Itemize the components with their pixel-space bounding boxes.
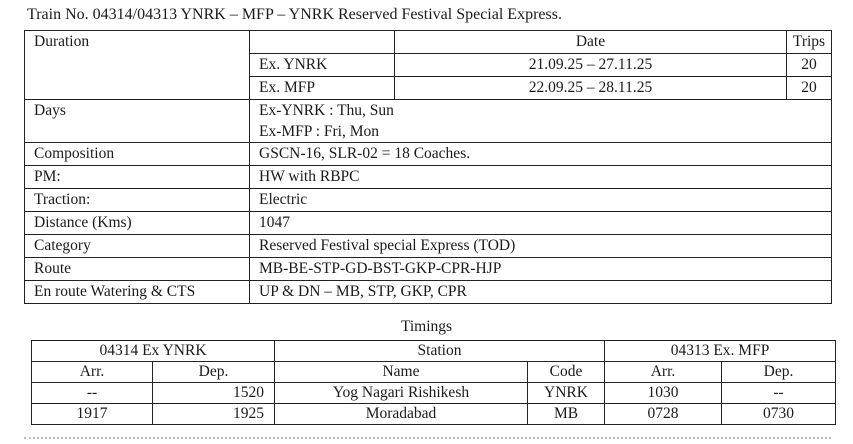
table-row — [32, 383, 836, 404]
info-label: Composition — [25, 143, 250, 166]
leg-date: 21.09.25 – 27.11.25 — [395, 54, 787, 77]
info-value: GSCN-16, SLR-02 = 18 Coaches. — [250, 143, 832, 166]
dep-2: 0730 — [722, 404, 836, 425]
col-dep: Dep. — [153, 362, 275, 383]
info-label: Route — [25, 258, 250, 281]
station-code: MB — [528, 404, 605, 425]
station-name: Moradabad — [275, 404, 528, 425]
days-row — [25, 100, 832, 143]
timings-heading: Timings — [400, 318, 453, 335]
info-row — [25, 281, 832, 304]
days-label: Days — [25, 100, 250, 143]
col-name: Name — [275, 362, 528, 383]
col-arr: Arr. — [32, 362, 153, 383]
col-arr: Arr. — [605, 362, 722, 383]
days-value — [250, 100, 832, 143]
info-row — [25, 258, 832, 281]
station-code: YNRK — [528, 383, 605, 404]
days-line: Ex-YNRK : Thu, Sun — [259, 102, 394, 119]
leg-date: 22.09.25 – 28.11.25 — [395, 77, 787, 100]
duration-label: Duration — [25, 31, 250, 100]
info-row — [25, 166, 832, 189]
info-row — [25, 235, 832, 258]
leg-name: Ex. MFP — [250, 77, 395, 100]
info-value: UP & DN – MB, STP, GKP, CPR — [250, 281, 832, 304]
duration-header-row — [25, 31, 832, 54]
info-value: Electric — [250, 189, 832, 212]
days-line: Ex-MFP : Fri, Mon — [259, 123, 380, 140]
info-row — [25, 143, 832, 166]
col-dep: Dep. — [722, 362, 836, 383]
date-header: Date — [395, 31, 787, 54]
info-label: PM: — [25, 166, 250, 189]
arr-1: 1917 — [32, 404, 153, 425]
dep-2: -- — [722, 383, 836, 404]
leg-trips: 20 — [787, 77, 832, 100]
arr-2: 0728 — [605, 404, 722, 425]
timings-column-row — [32, 362, 836, 383]
station-name: Yog Nagari Rishikesh — [275, 383, 528, 404]
info-value: Reserved Festival special Express (TOD) — [250, 235, 832, 258]
station-header: Station — [275, 341, 605, 362]
info-value: HW with RBPC — [250, 166, 832, 189]
trips-header: Trips — [787, 31, 832, 54]
timings-table — [31, 340, 836, 425]
info-label: En route Watering & CTS — [25, 281, 250, 304]
dep-1: 1520 — [153, 383, 275, 404]
train-info-table — [24, 30, 832, 304]
info-value: MB-BE-STP-GD-BST-GKP-CPR-HJP — [250, 258, 832, 281]
table-row — [32, 404, 836, 425]
dep-1: 1925 — [153, 404, 275, 425]
left-train-header: 04314 Ex YNRK — [32, 341, 275, 362]
info-label: Traction: — [25, 189, 250, 212]
leg-trips: 20 — [787, 54, 832, 77]
blank-cell — [250, 31, 395, 54]
right-train-header: 04313 Ex. MFP — [605, 341, 836, 362]
info-label: Category — [25, 235, 250, 258]
info-label: Distance (Kms) — [25, 212, 250, 235]
timings-group-row — [32, 341, 836, 362]
leg-name: Ex. YNRK — [250, 54, 395, 77]
arr-2: 1030 — [605, 383, 722, 404]
col-code: Code — [528, 362, 605, 383]
info-value: 1047 — [250, 212, 832, 235]
page-title: Train No. 04314/04313 YNRK – MFP – YNRK Reserved Festival Special Express. — [27, 6, 562, 23]
arr-1: -- — [32, 383, 153, 404]
info-row — [25, 212, 832, 235]
info-row — [25, 189, 832, 212]
bottom-divider — [24, 437, 831, 439]
